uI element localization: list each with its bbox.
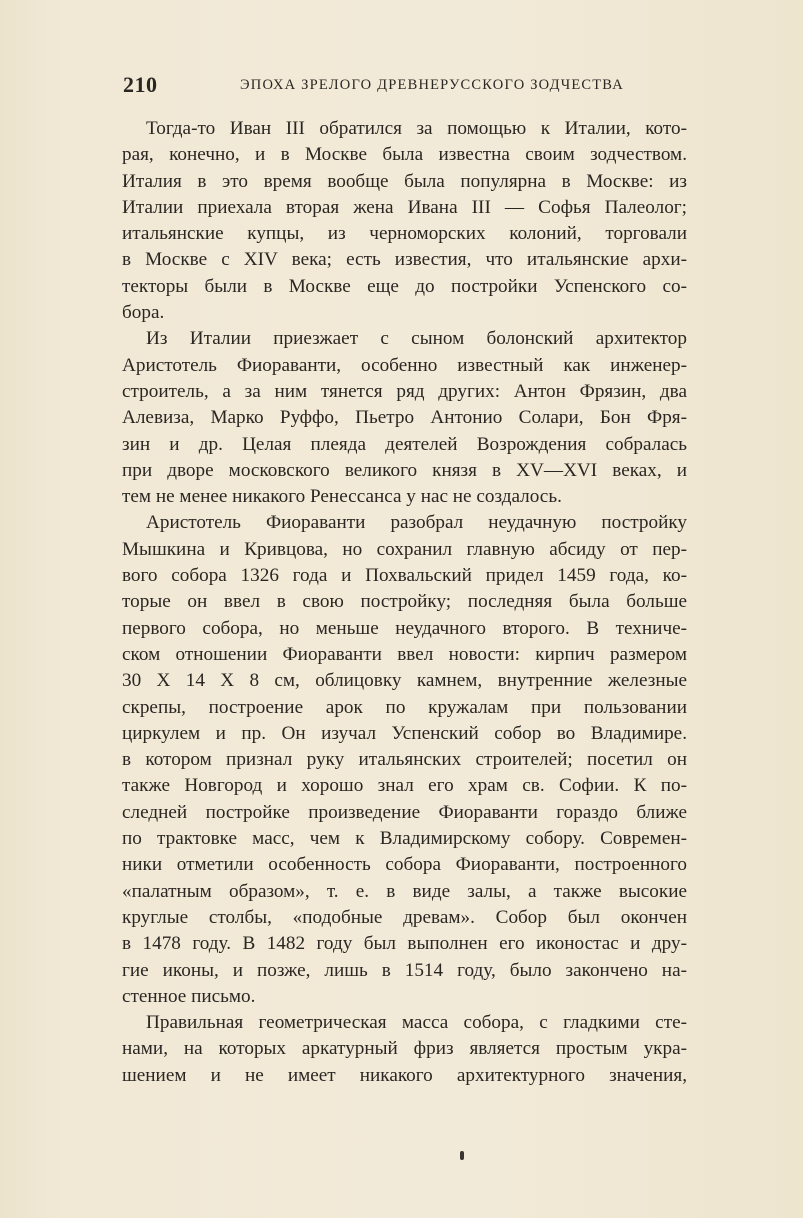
text-line: стенное письмо. bbox=[122, 985, 256, 1007]
text-line: круглые столбы, «подобные древам». Собор был окончен bbox=[122, 906, 687, 928]
text-line: также Новгород и хорошо знал его храм св. Софии. К по- bbox=[122, 775, 687, 797]
text-line: циркулем и пр. Он изучал Успенский собор во Владимире. bbox=[122, 722, 687, 744]
text-line: Правильная геометрическая масса собора, с гладкими сте- bbox=[146, 1012, 687, 1034]
text-line: по трактовке масс, чем к Владимирскому собору. Современ- bbox=[122, 828, 687, 850]
text-line: строитель, а за ним тянется ряд других: Антон Фрязин, два bbox=[122, 380, 687, 402]
text-line: «палатным образом», т. е. в виде залы, а также высокие bbox=[122, 880, 687, 902]
text-line: ники отметили особенность собора Фиораванти, построенного bbox=[122, 854, 687, 876]
text-line: скрепы, построение арок по кружалам при пользовании bbox=[122, 696, 687, 718]
text-line: следней постройке произведение Фиораванти гораздо ближе bbox=[122, 801, 687, 823]
text-line: Италия в это время вообще была популярна в Москве: из bbox=[122, 170, 687, 192]
text-line: Италии приехала вторая жена Ивана III — Софья Палеолог; bbox=[122, 196, 687, 218]
text-line: вого собора 1326 года и Похвальский придел 1459 года, ко- bbox=[122, 565, 687, 587]
text-line: 30 X 14 X 8 см, облицовку камнем, внутренние железные bbox=[122, 670, 687, 692]
text-line: бора. bbox=[122, 302, 165, 324]
text-line: нами, на которых аркатурный фриз является простым укра- bbox=[122, 1038, 687, 1060]
page-number: 210 bbox=[123, 72, 158, 97]
text-line: в котором признал руку итальянских строителей; посетил он bbox=[122, 749, 687, 771]
text-line: Мышкина и Кривцова, но сохранил главную абсиду от пер- bbox=[122, 538, 687, 560]
text-line: рая, конечно, и в Москве была известна своим зодчеством. bbox=[122, 144, 687, 166]
ink-speck bbox=[460, 1151, 464, 1160]
text-line: Алевиза, Марко Руффо, Пьетро Антонио Солари, Бон Фря- bbox=[122, 407, 687, 429]
text-line: при дворе московского великого князя в XV—XVI веках, и bbox=[122, 459, 687, 481]
text-line: Тогда-то Иван III обратился за помощью к Италии, кото- bbox=[146, 118, 687, 139]
body-text bbox=[122, 116, 687, 1089]
text-line: ском отношении Фиораванти ввел новости: кирпич размером bbox=[122, 643, 687, 665]
text-line: итальянские купцы, из черноморских колоний, торговали bbox=[122, 223, 687, 245]
text-line: в Москве с XIV века; есть известия, что итальянские архи- bbox=[122, 249, 687, 271]
text-line: в 1478 году. В 1482 году был выполнен его иконостас и дру- bbox=[122, 933, 687, 955]
text-line: гие иконы, и позже, лишь в 1514 году, было закончено на- bbox=[122, 959, 687, 981]
text-line: текторы были в Москве еще до постройки Успенского со- bbox=[122, 275, 687, 297]
text-line: первого собора, но меньше неудачного второго. В техниче- bbox=[122, 617, 687, 639]
text-line: зин и др. Целая плеяда деятелей Возрождения собралась bbox=[122, 433, 687, 455]
text-line: торые он ввел в свою постройку; последняя была больше bbox=[122, 591, 687, 613]
text-line: тем не менее никакого Ренессанса у нас не создалось. bbox=[122, 486, 562, 508]
page-header bbox=[123, 72, 683, 102]
running-head: ЭПОХА ЗРЕЛОГО ДРЕВНЕРУССКОГО ЗОДЧЕСТВА bbox=[240, 77, 624, 93]
text-line: шением и не имеет никакого архитектурного значения, bbox=[122, 1064, 687, 1086]
text-line: Аристотель Фиораванти, особенно известный как инженер- bbox=[122, 354, 687, 376]
text-line: Аристотель Фиораванти разобрал неудачную постройку bbox=[146, 512, 687, 534]
text-line: Из Италии приезжает с сыном болонский архитектор bbox=[146, 328, 687, 350]
